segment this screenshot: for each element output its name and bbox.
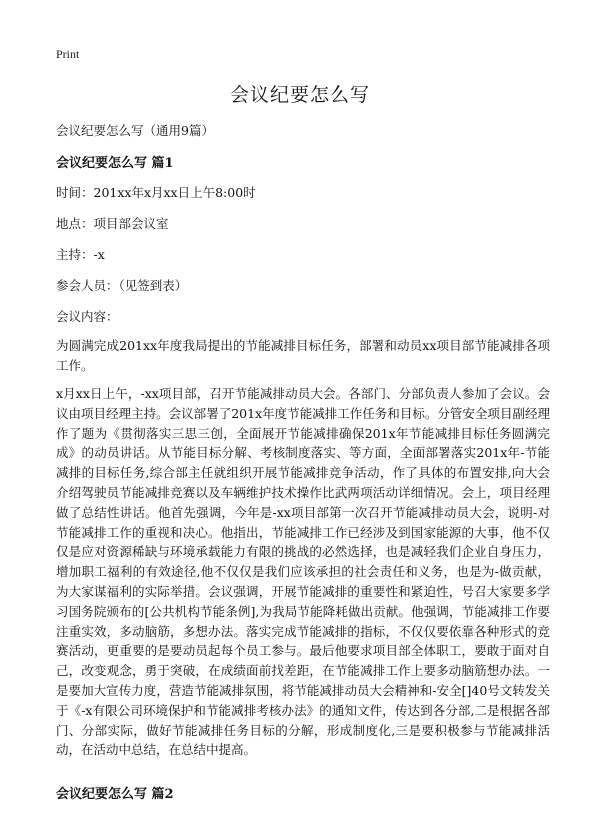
meeting-place: 地点：项目部会议室 xyxy=(56,216,169,231)
page-title: 会议纪要怎么写 xyxy=(229,84,370,106)
meeting-host: 主持：-x xyxy=(56,247,105,262)
paragraph-meeting-details: x月xx日上午，-xx项目部，召开节能减排动员大会。各部门、分部负责人参加了会议。会议由项目经理主持。会议部署了201x年度节能减排工作任务和目标。分管安全项目副经理作了题为《贯彻落实三思三创，全面展开节能减排确保201x年节能减排目标任务圆满完成》的动员讲话。从节能目标分解、考核制度落实、等方面，全面部署落实201x年-节能减排的目标任务,综合部主任就组织开展节能减排竞争活动，作了具体的布置安排,向大会介绍驾驶员节能减排竞赛以及车辆维护技术操作比武两项活动详细情况。会上，项目经理做了总结性讲话。他首先强调，今年是-xx项目部第一次召开节能减排动员大会，说明-对节能减排工作的重视和决心。他指出，节能减排工作已经涉及到国家能源的大事，他不仅仅是应对资源稀缺与环境承载能力有限的挑战的必然选择，也是减轻我们企业自身压力，增加职工福利的有效途径,他不仅仅是我们应该承担的社会责任和义务，也是为-做贡献，为大家谋福利的实际举措。会议强调，开展节能减排的重要性和紧迫性，号召大家要多学习国务院颁布的[公共机构节能条例],为我局节能降耗做出贡献。他强调，节能减排工作要注重实效，多动脑筋，多想办法。落实完成节能减排的指标，不仅仅要依靠各种形式的竞赛活动，更重要的是要动员起每个员工参与。最后他要求项目部全体职工，要敢于面对自己，改变观念，勇于突破，在成绩面前找差距，在节能减排工作上要多动脑筋想办法。一是要加大宣传力度，营造节能减排氛围，将节能减排动员大会精神和-安全[]40号文转发关于《-x有限公司环境保护和节能减排考核办法》的通知文件，传达到各分部,二是根据各部门、分部实际，做好节能减排任务目标的分解，形成制度化,三是要积极参与节能减排活动，在活动中总结，在总结中提高。 xyxy=(56,386,550,758)
meeting-time: 时间：201xx年x月xx日上午8:00时 xyxy=(56,185,256,200)
paragraph-purpose: 为圆满完成201xx年度我局提出的节能减排目标任务，部署和动员xx项目部节能减排各项工作。 xyxy=(56,338,550,373)
content-label: 会议内容： xyxy=(56,309,119,324)
section-heading-1: 会议纪要怎么写 篇1 xyxy=(56,156,174,171)
subtitle: 会议纪要怎么写（通用9篇） xyxy=(56,123,214,138)
print-label: Print xyxy=(56,47,80,61)
meeting-attendees: 参会人员：（见签到表） xyxy=(56,278,188,293)
section-heading-2: 会议纪要怎么写 篇2 xyxy=(56,787,174,802)
